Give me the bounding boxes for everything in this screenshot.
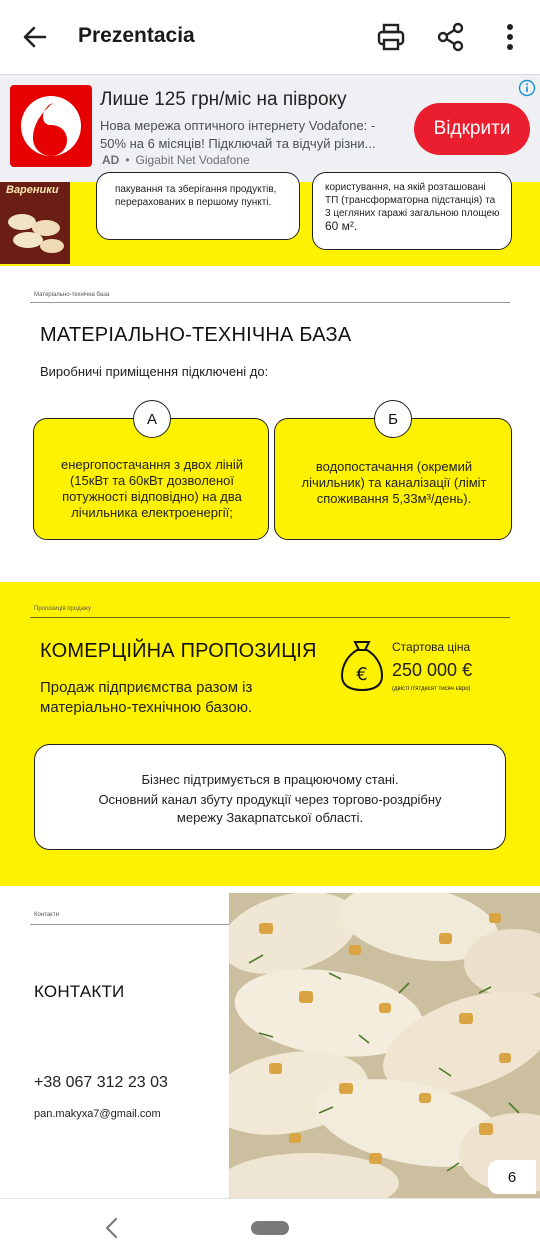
- section-heading: КОНТАКТИ: [34, 982, 125, 1001]
- contact-email[interactable]: pan.makyxa7@gmail.com: [34, 1108, 161, 1120]
- feature-marker: Б: [374, 400, 412, 438]
- feature-marker: А: [133, 400, 171, 438]
- ad-info-icon[interactable]: [518, 79, 536, 97]
- info-card: [96, 172, 300, 240]
- section-heading: КОМЕРЦІЙНА ПРОПОЗИЦІЯ: [40, 640, 317, 662]
- system-nav-bar: [0, 1198, 540, 1260]
- feature-card-text: водопостачання (окремий лічильник) та каналізації (ліміт споживання 5,33м³/день).: [301, 459, 487, 506]
- share-icon[interactable]: [434, 20, 468, 54]
- ad-label: AD: [102, 153, 120, 167]
- price-value: 250 000 €: [392, 660, 473, 680]
- document-title: Prezentacia: [78, 24, 195, 47]
- offer-details-box: [34, 744, 506, 850]
- section-heading: МАТЕРІАЛЬНО-ТЕХНІЧНА БАЗА: [40, 324, 352, 346]
- app-bar: [0, 0, 540, 74]
- money-bag-icon: [340, 638, 384, 692]
- ad-body: Нова мережа оптичного інтернету Vodafone: - 50% на 6 місяців! Підключай та відчуй різни...: [100, 118, 376, 151]
- contact-phone[interactable]: +38 067 312 23 03: [34, 1074, 168, 1091]
- facilities-section-partial: [0, 182, 540, 266]
- price-label: Стартова ціна: [392, 640, 471, 654]
- nav-home-pill[interactable]: [251, 1221, 289, 1235]
- back-arrow-icon[interactable]: [18, 20, 52, 54]
- ad-headline: Лише 125 грн/міс на півроку: [100, 89, 347, 110]
- info-card-text: пакування та зберігання продуктів, перерахованих в першому пункті.: [115, 184, 277, 208]
- ad-banner[interactable]: [0, 74, 540, 182]
- contacts-section: [0, 886, 540, 1198]
- product-package-image: [0, 182, 70, 264]
- material-base-section: [0, 266, 540, 582]
- commercial-offer-section: [0, 582, 540, 886]
- offer-line-2: Основний канал збуту продукції через торгово-роздрібну мережу Закарпатської області.: [98, 792, 442, 825]
- divider: [30, 924, 229, 925]
- ad-meta: [102, 153, 250, 167]
- divider: [30, 617, 510, 618]
- page-number-badge: 6: [488, 1160, 536, 1194]
- section-crumb: Пропозиція продажу: [34, 606, 92, 612]
- ad-separator: •: [125, 153, 130, 167]
- svg-text:€: €: [356, 664, 368, 685]
- ad-open-button[interactable]: Відкрити: [414, 103, 530, 155]
- feature-card-text: енергопостачання з двох ліній (15кВт та 60кВт дозволеної потужності відповідно) на два лічильника електроенергії;: [60, 457, 243, 520]
- dumplings-photo: [229, 893, 540, 1198]
- info-card-text: користування, на якій розташовані ТП (трансформаторна підстанція) та 3 цегляних гаражі загальною площею: [325, 182, 500, 219]
- info-card-area: 60 м².: [325, 219, 358, 233]
- vodafone-logo: [10, 85, 92, 167]
- more-vert-icon[interactable]: [494, 20, 528, 54]
- printer-icon[interactable]: [374, 20, 408, 54]
- section-intro: Виробничі приміщення підключені до:: [40, 364, 269, 379]
- nav-back-icon[interactable]: [100, 1215, 124, 1241]
- offer-description: Продаж підприємства разом із матеріально-технічною базою.: [40, 679, 253, 716]
- product-label: Вареники: [6, 184, 59, 196]
- ad-advertiser: Gigabit Net Vodafone: [135, 153, 250, 167]
- divider: [30, 302, 510, 303]
- section-crumb: Матеріально-технічна база: [34, 292, 110, 298]
- price-words: (двісті п'ятдесят тисяч євро): [392, 686, 471, 692]
- offer-line-1: Бізнес підтримується в працюючому стані.: [141, 772, 399, 787]
- info-card: [312, 172, 512, 250]
- section-crumb: Контакти: [34, 912, 59, 918]
